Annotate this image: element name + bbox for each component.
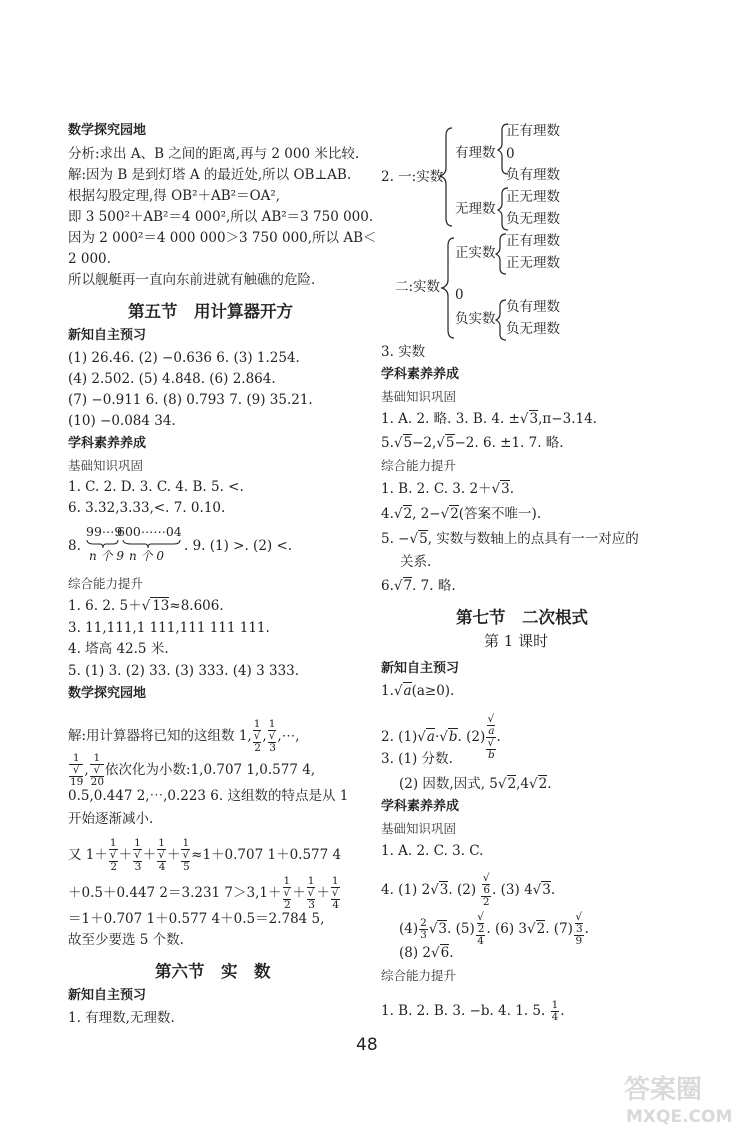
tree-leaf: 正有理数 (506, 123, 560, 139)
svg-text:MXQE.COM: MXQE.COM (626, 1107, 733, 1127)
answer-line: 4. (1) 2√3. (2) √ 6 2 . (3) 4√3. (381, 872, 556, 908)
answer-line: (10) −0.084 34. (68, 413, 176, 429)
tree-leaf: 0 (455, 287, 464, 303)
subheading: 学科素养养成 (381, 799, 460, 814)
explore-line: 又 1＋ 1 √ 2 ＋ 1 √ 3 ＋ 1 √ 4 ＋ 1 √ 5 ≈1＋0.707 1＋0.577 4 (68, 837, 342, 873)
answer-line: 1. A. 2. C. 3. C. (381, 843, 484, 859)
q8-rest: . 9. (1) >. (2) <. (184, 538, 293, 554)
section-title: 第七节 二次根式 (456, 608, 588, 627)
answer-line: 1. B. 2. C. 3. 2＋√3. (381, 481, 515, 497)
subheading: 学科素养养成 (381, 367, 460, 382)
q8-a-bottom: n 个 9 (89, 549, 124, 563)
answer-line: 5.√5−2,√5−2. 6. ±1. 7. 略. (381, 435, 564, 451)
answer-line: 1. 6. 2. 5＋√ 13≈8.606. (68, 598, 224, 614)
subheading: 综合能力提升 (68, 576, 144, 591)
explore-line: 所以舰艇再一直向东前进就有触礁的危险. (68, 272, 316, 288)
subheading: 综合能力提升 (381, 458, 457, 473)
tree-leaf: 负无理数 (506, 211, 560, 227)
tree-leaf: 正无理数 (506, 255, 560, 271)
answer-line: 6.√7. 7. 略. (381, 578, 456, 594)
lesson-title: 第 1 课时 (484, 632, 549, 650)
answer-line: 4.√2, 2−√2(答案不唯一). (381, 506, 542, 522)
answer-line: 1. 有理数,无理数. (68, 1010, 175, 1026)
answer-line: 1. B. 2. B. 3. −b. 4. 1. 5. $\frac{1}{4}$ . (381, 999, 565, 1023)
subheading: 新知自主预习 (68, 988, 147, 1003)
tree-node: 正实数 (455, 245, 496, 261)
explore-line: 解:因为 B 是到灯塔 A 的最近处,所以 OB⊥AB. (68, 167, 352, 183)
explore-line: 故至少要选 5 个数. (68, 932, 184, 948)
tree-leaf: 负有理数 (506, 299, 560, 315)
tree-leaf: 正有理数 (506, 233, 560, 249)
tree-leaf: 负无理数 (506, 321, 560, 337)
answer-line: (1) 26.46. (2) −0.636 6. (3) 1.254. (68, 350, 300, 366)
watermark-logo (620, 1070, 740, 1130)
subheading: 基础知识巩固 (68, 458, 144, 473)
answer-line: 1. A. 2. 略. 3. B. 4. ±√3,π−3.14. (381, 411, 597, 427)
answer-line: (8) 2√6. (399, 945, 454, 961)
answer-line: 4. 塔高 42.5 米. (68, 641, 169, 657)
subheading: 学科素养养成 (68, 436, 147, 451)
answer-line: 3. 实数 (381, 344, 426, 360)
section-title: 第五节 用计算器开方 (128, 302, 293, 321)
subheading: 新知自主预习 (381, 661, 460, 676)
q8-b-top: 600⋯⋯04 (117, 524, 182, 539)
answer-line: (7) −0.911 6. (8) 0.793 7. (9) 35.21. (68, 392, 313, 408)
answer-line: (4) 2.502. (5) 4.848. (6) 2.864. (68, 371, 276, 387)
answer-line: (4) $\frac{2}{3}$ √3. (5) √ 2 4 . (6) 3√2. (7) √ 3 9 . (399, 911, 589, 947)
tree-leaf: 负有理数 (506, 167, 560, 183)
subheading: 基础知识巩固 (381, 821, 457, 836)
explore-line: 分析:求出 A、B 之间的距离,再与 2 000 米比较. (68, 146, 360, 162)
subheading: 基础知识巩固 (381, 389, 457, 404)
explore-line: 即 3 500²＋AB²＝4 000²,所以 AB²＝3 750 000. (68, 209, 374, 225)
explore-line: ＝1＋0.707 1＋0.577 4＋0.5＝2.784 5, (68, 911, 325, 927)
answer-line: 1.√a(a≥0). (381, 683, 455, 699)
tree-node: 无理数 (455, 201, 496, 217)
q8-a-top: 99⋯9 (86, 524, 123, 539)
answer-line: 5. (1) 3. (2) 33. (3) 333. (4) 3 333. (68, 663, 300, 679)
answer-line: 1. C. 2. D. 3. C. 4. B. 5. <. (68, 479, 244, 495)
tree-node: 负实数 (455, 311, 496, 327)
explore-line: 开始逐渐减小. (68, 811, 154, 827)
explore-line: ＋0.5＋0.447 2＝3.231 7＞3,1＋ 1 √ 2 ＋ 1 √ 3 ＋ 1 √ 4 (68, 875, 340, 911)
heading-explore: 数学探究园地 (68, 123, 147, 138)
answer-line: 5. −√5, 实数与数轴上的点具有一一对应的 (381, 531, 639, 547)
subheading: 数学探究园地 (68, 686, 147, 701)
subheading: 新知自主预习 (68, 328, 147, 343)
q8-b-bottom: n 个 0 (129, 549, 164, 563)
answer-line: 6. 3.32,3.33,<. 7. 0.10. (68, 500, 226, 516)
answer-line: 2. (1)√a·√b. (2) √ a √ b . (381, 713, 501, 761)
answer-line: (2) 因数,因式, 5√2,4√2. (399, 776, 552, 792)
explore-line: 解:用计算器将已知的这组数 1, 1 √ 2 , 1 √ 3 ,⋯, (68, 718, 300, 754)
explore-line: 0.5,0.447 2,⋯,0.223 6. 这组数的特点是从 1 (68, 788, 349, 804)
tree-label: 二:实数 (395, 279, 441, 295)
page-number: 48 (356, 1035, 378, 1055)
q8-prefix: 8. (68, 538, 81, 554)
tree-leaf: 正无理数 (506, 189, 560, 205)
tree-label: 2. 一:实数 (381, 169, 444, 185)
explore-line: 根据勾股定理,得 OB²＋AB²＝OA², (68, 188, 281, 204)
explore-line: 1 √ 19 , 1 √ 20 依次化为小数:1,0.707 1,0.577 4, (70, 752, 316, 788)
explore-line: 2 000. (68, 251, 111, 267)
explore-line: 因为 2 000²＝4 000 000＞3 750 000,所以 AB＜ (68, 230, 377, 246)
subheading: 综合能力提升 (381, 968, 457, 983)
answer-line: 关系. (400, 554, 432, 570)
answer-line: 3. (1) 分数. (381, 751, 453, 767)
section-title: 第六节 实 数 (155, 962, 271, 981)
answer-line: 3. 11,111,1 111,111 111 111. (68, 620, 270, 636)
svg-text:答案圈: 答案圈 (624, 1075, 703, 1105)
tree-node: 有理数 (455, 145, 496, 161)
tree-leaf: 0 (506, 146, 515, 162)
